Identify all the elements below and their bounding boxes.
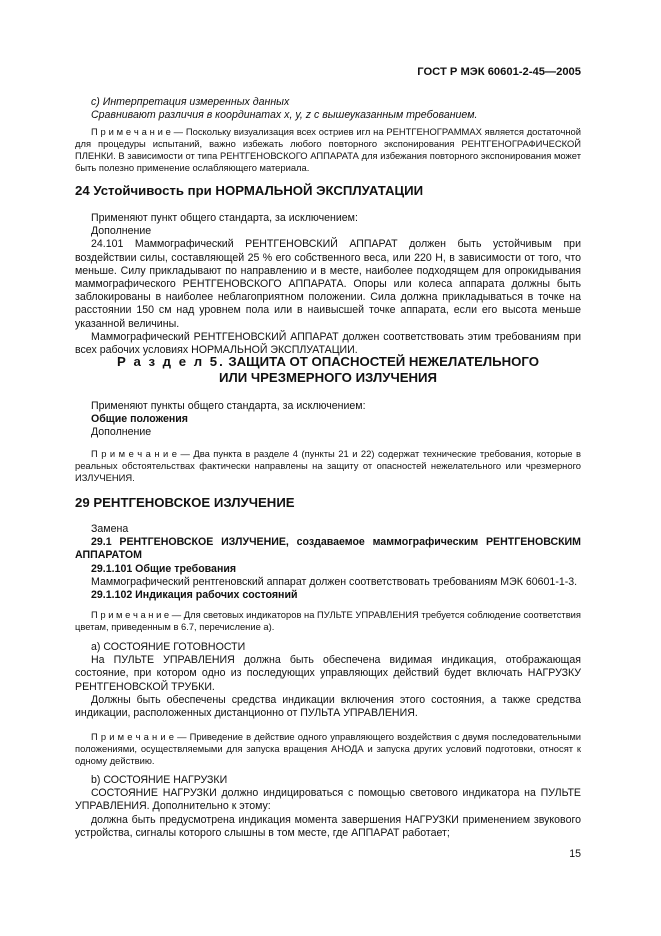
note-label: П р и м е ч а н и е — [91, 126, 171, 137]
paragraph: Применяют пункт общего стандарта, за исключением: — [91, 212, 358, 224]
paragraph: должна быть предусмотрена индикация момента завершения НАГРУЗКИ применением звукового устройства, сигналы которого слышны в том месте, где АППАРАТ работает; — [75, 813, 581, 839]
block-c — [75, 96, 581, 122]
note-3 — [75, 731, 581, 767]
paragraph-bold: Общие положения — [91, 413, 188, 426]
section-5-body — [75, 400, 581, 440]
note-text: — Поскольку визуализация всех остриев игл на РЕНТГЕНОГРАММАХ является достаточной для процедуры испытаний, важно избежать любого повторного экспонирования РЕНТГЕНОГРАФИЧЕСКОЙ ПЛЕНКИ. В зависимости от типа РЕНТГЕНОВСКОГО АППАРАТА для избежания повторного экспонирования может быть полезно применение ослабляющего материала. — [75, 126, 581, 173]
note-section-5 — [75, 448, 581, 484]
section-5-prefix: Р а з д е л 5. — [116, 354, 225, 369]
section-29-heading-wrap — [75, 495, 581, 511]
section-5-line1: ЗАЩИТА ОТ ОПАСНОСТЕЙ НЕЖЕЛАТЕЛЬНОГО — [224, 354, 539, 369]
section-24-body — [75, 212, 581, 357]
section-5-heading — [75, 354, 581, 386]
clause-29-1: 29.1 РЕНТГЕНОВСКОЕ ИЗЛУЧЕНИЕ, создаваемое маммографическим РЕНТГЕНОВСКИМ АППАРАТОМ — [75, 536, 581, 562]
paragraph: СОСТОЯНИЕ НАГРУЗКИ должно индицироваться с помощью светового индикатора на ПУЛЬТЕ УПРАВЛЕНИЯ. Дополнительно к этому: — [75, 787, 581, 813]
document-header: ГОСТ Р МЭК 60601-2-45—2005 — [417, 66, 581, 78]
block-c-title: c) Интерпретация измеренных данных — [91, 96, 290, 108]
clause-29-1-102: 29.1.102 Индикация рабочих состояний — [91, 589, 298, 602]
note-label: П р и м е ч а н и е — [91, 609, 170, 620]
paragraph: Дополнение — [91, 426, 152, 439]
note-label: П р и м е ч а н и е — [91, 731, 174, 742]
section-24-heading: 24 Устойчивость при НОРМАЛЬНОЙ ЭКСПЛУАТАЦИИ — [75, 183, 424, 198]
section-5-line2: ИЛИ ЧРЕЗМЕРНОГО ИЗЛУЧЕНИЯ — [219, 370, 437, 385]
paragraph: Маммографический РЕНТГЕНОВСКИЙ АППАРАТ должен соответствовать этим требованиям при всех рабочих условиях НОРМАЛЬНОЙ ЭКСПЛУАТАЦИИ. — [75, 330, 581, 357]
paragraph: На ПУЛЬТЕ УПРАВЛЕНИЯ должна быть обеспечена видимая индикация, отображающая состояние, при котором одно из последующих управляющих действий будет включать НАГРУЗКУ РЕНТГЕНОВСКОЙ ТРУБКИ. — [75, 654, 581, 693]
block-b-title: b) СОСТОЯНИЕ НАГРУЗКИ — [91, 774, 228, 786]
block-a — [75, 641, 581, 720]
paragraph: Маммографический рентгеновский аппарат должен соответствовать требованиям МЭК 60601-1-3. — [91, 575, 578, 588]
paragraph: Применяют пункты общего стандарта, за исключением: — [91, 400, 366, 412]
note-text: — Приведение в действие одного управляющего воздействия с двумя последовательными положениями, осуществляемыми для запуска вращения АНОДА и запуска других условий подготовки, относят к одному действию. — [75, 731, 581, 766]
note-text: — Для световых индикаторов на ПУЛЬТЕ УПРАВЛЕНИЯ требуется соблюдение соответствия цветам, приведенным в 6.7, перечисление a). — [75, 609, 581, 632]
section-29-body — [75, 523, 581, 602]
paragraph: 24.101 Маммографический РЕНТГЕНОВСКИЙ АППАРАТ должен быть устойчивым при воздействии силы, составляющей 25 % его собственного веса, или 220 Н, в зависимости от того, что меньше. Силу прикладывают по направлению и в месте, наиболее подходящем для опрокидывания маммографического РЕНТГЕНОВСКОГО АППАРАТА. Опоры или колеса аппарата должны быть заблокированы в наиболее неблагоприятном положении. Сила должна прикладываться в точке на расстоянии 150 см над уровнем пола или в наивысшей точке аппарата, если его высота меньше указанной величины. — [75, 238, 581, 330]
paragraph: Должны быть обеспечены средства индикации включения этого состояния, а также средства индикации, расположенных дистанционно от ПУЛЬТА УПРАВЛЕНИЯ. — [75, 693, 581, 720]
block-c-text: Сравнивают различия в координатах x, y, z с вышеуказанным требованием. — [91, 109, 478, 122]
clause-29-1-101: 29.1.101 Общие требования — [91, 562, 237, 575]
note-text: — Два пункта в разделе 4 (пункты 21 и 22) содержат технические требования, которые в реальных обстоятельствах фактически направлены на защиту от опасностей нежелательного или чрезмерного ИЗЛУЧЕНИЯ. — [75, 448, 581, 483]
note-2 — [75, 609, 581, 633]
block-b — [75, 774, 581, 840]
note-1 — [75, 126, 581, 174]
paragraph: Замена — [91, 523, 129, 535]
note-label: П р и м е ч а н и е — [91, 448, 178, 459]
paragraph: Дополнение — [91, 225, 152, 238]
section-29-heading: 29 РЕНТГЕНОВСКОЕ ИЗЛУЧЕНИЕ — [75, 495, 295, 510]
section-24-heading-wrap — [75, 183, 581, 199]
page-number: 15 — [569, 848, 581, 860]
block-a-title: a) СОСТОЯНИЕ ГОТОВНОСТИ — [91, 641, 246, 653]
